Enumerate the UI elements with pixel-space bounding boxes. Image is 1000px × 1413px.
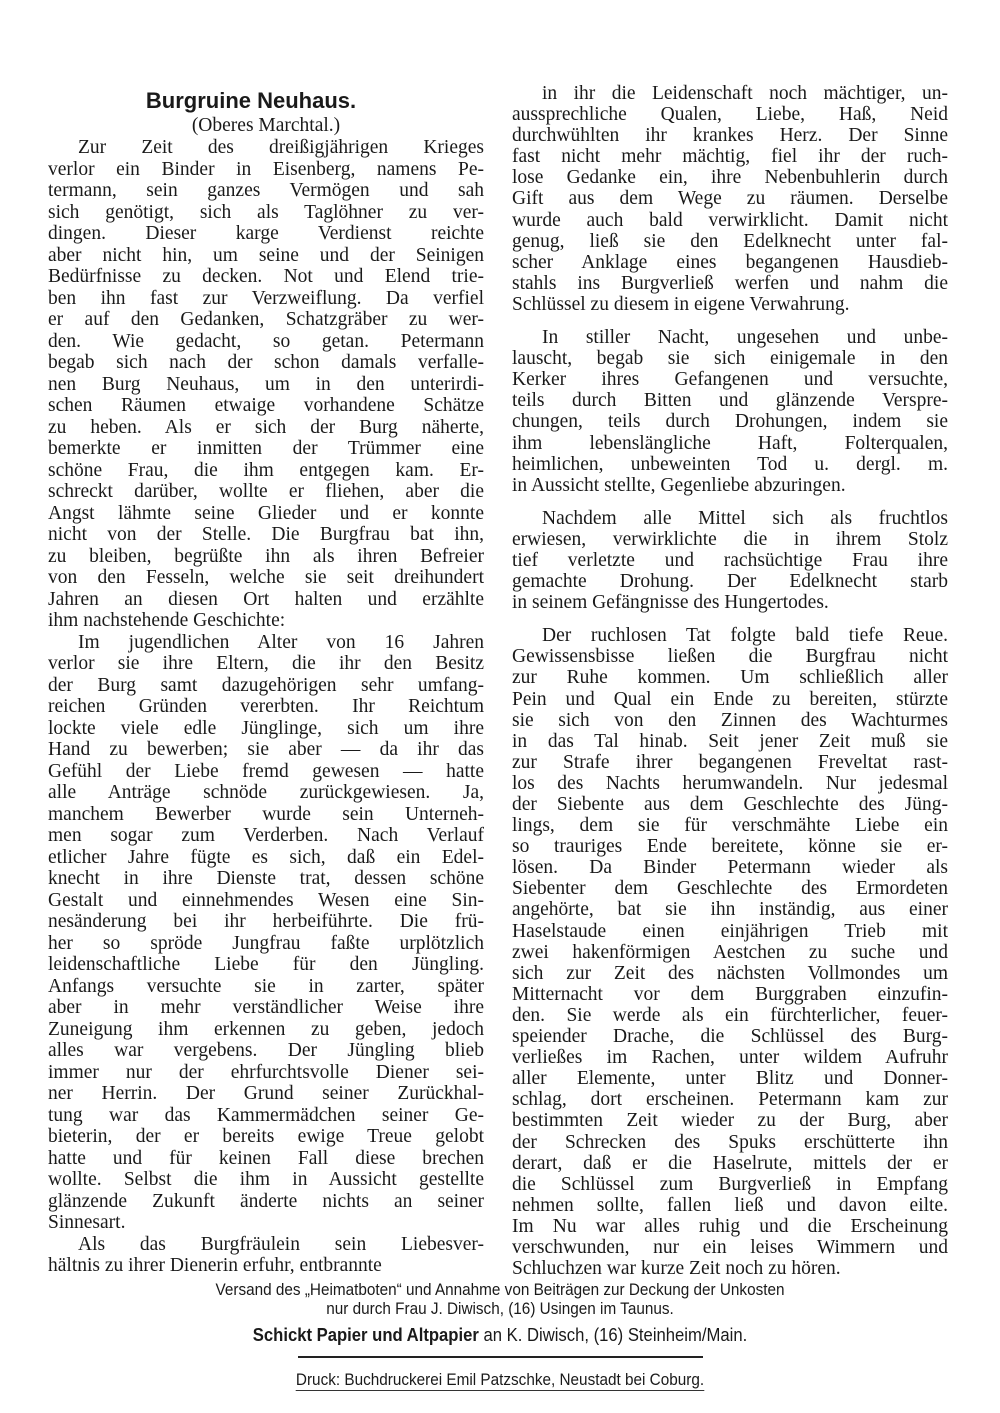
text-line: speiender Drache, die Schlüssel des Burg-: [512, 1026, 948, 1048]
text-line: angehörte, bat sie ihn inständig, aus einer: [512, 899, 948, 921]
text-line: In stiller Nacht, ungesehen und unbe-: [542, 327, 948, 349]
text-line: Der ruchlosen Tat folgte bald tiefe Reue.: [542, 625, 948, 647]
text-line: Gestalt und einnehmendes Wesen eine Sin-: [48, 889, 484, 911]
text-line: aussprechliche Qualen, Liebe, Haß, Neid: [512, 104, 948, 126]
paragraph: [512, 625, 948, 1279]
text-line: Angst lähmte seine Glieder und er konnte: [48, 502, 484, 524]
text-line: von den Fesseln, welche sie seit dreihundert: [48, 567, 484, 588]
text-line: los des Nachts herumwandeln. Nur jedesmal: [512, 772, 948, 794]
text-line: verschwunden, nur ein leises Wimmern und: [512, 1236, 948, 1258]
text-line: Im jugendlichen Alter von 16 Jahren: [78, 631, 484, 653]
text-line: aber in mehr verständlicher Weise ihre: [48, 997, 484, 1018]
text-line: der Burg samt dazugehörigen sehr umfang-: [48, 674, 484, 696]
text-line: bemerkte er inmitten der Trümmer eine: [48, 438, 484, 459]
text-line: verließes im Rachen, unter wildem Aufruhr: [512, 1047, 948, 1069]
text-line: lings, dem sie für verschmähte Liebe ein: [512, 815, 948, 837]
text-line: Pein und Qual ein Ende zu bereiten, stürzte: [512, 688, 948, 710]
text-line: Zur Zeit des dreißigjährigen Krieges: [78, 137, 484, 158]
text-line: so trauriges Ende bereitete, könne sie er-: [512, 836, 948, 858]
text-line: wurde auch bald verwirklicht. Damit nicht: [512, 209, 948, 231]
footer-shipping-line: Versand des „Heimatboten“ und Annahme von Beiträgen zur Deckung der Unkosten: [215, 1280, 785, 1299]
right-column-body: [512, 83, 948, 1279]
text-line: termann, sein ganzes Vermögen und sah: [48, 180, 484, 201]
text-line: ben ihn fast zur Verzweiflung. Da verfiel: [48, 287, 484, 309]
text-line: tung war das Kammermädchen seiner Ge-: [48, 1104, 484, 1126]
text-line: wollte. Selbst die ihm in Aussicht gestellte: [48, 1169, 484, 1190]
text-line: lose Gedanke ein, ihre Nebenbuhlerin durch: [512, 167, 948, 189]
text-line: bestimmten Zeit wieder zu der Burg, aber: [512, 1110, 948, 1132]
text-line: er auf den Gedanken, Schatzgräber zu wer-: [48, 309, 484, 330]
text-line: Nachdem alle Mittel sich als fruchtlos: [542, 507, 948, 529]
text-line: erwiesen, verwirklichte die in ihrem Stolz: [512, 528, 948, 550]
text-line: Schlüssel zu diesem in eigene Verwahrung.: [512, 293, 850, 315]
printer-credit-text: Druck: Buchdruckerei Emil Patzschke, Neustadt bei Coburg.: [295, 1370, 705, 1389]
text-line: lockte viele edle Jünglinge, sich um ihre: [48, 717, 484, 739]
text-line: lauscht, begab sie sich einigemale in den: [512, 348, 948, 370]
text-line: Hand zu bewerben; sie aber — da ihr das: [48, 739, 484, 760]
text-line: Bedürfnisse zu decken. Not und Elend trie-: [48, 266, 484, 287]
text-line: in Aussicht stellte, Gegenliebe abzuringen.: [512, 474, 846, 496]
text-line: sich genötigt, sich als Taglöhner zu ver-: [48, 201, 484, 223]
text-line: ner Herrin. Der Grund seiner Zurückhal-: [48, 1083, 484, 1104]
text-line: die Schlüssel zum Burgverließ in Empfang: [512, 1173, 948, 1195]
text-line: Gewissensbisse ließen die Burgfrau nicht: [512, 646, 948, 668]
text-line: der Siebente aus dem Geschlechte des Jüng-: [512, 794, 948, 815]
text-line: schen Räumen etwaige vorhandene Schätze: [48, 395, 484, 416]
text-line: verlor sie ihre Eltern, die ihr den Besitz: [48, 653, 484, 674]
text-line: her so spröde Jungfrau faßte urplötzlich: [48, 932, 484, 954]
text-line: Gefühl der Liebe fremd gewesen — hatte: [48, 760, 484, 782]
text-line: immer nur der ehrfurchtsvolle Diener sei-: [48, 1061, 484, 1083]
text-line: sich zur Zeit des nächsten Vollmondes um: [512, 962, 948, 984]
text-line: ihm lebenslängliche Haft, Folterqualen,: [512, 432, 948, 454]
text-line: nen Burg Neuhaus, um in den unterirdi-: [48, 373, 484, 395]
footer-divider: [298, 1356, 703, 1358]
text-line: verlor ein Binder in Eisenberg, namens Pe-: [48, 158, 484, 180]
text-line: durchwühlten ihr krankes Herz. Der Sinne: [512, 125, 948, 147]
text-line: tief verletzte und rachsüchtige Frau ihre: [512, 549, 948, 571]
footer-notice: [0, 1280, 1000, 1390]
text-line: gemachte Drohung. Der Edelknecht starb: [512, 571, 948, 593]
footer-paper-appeal: [50, 1324, 950, 1346]
text-line: nicht von der Stelle. Die Burgfrau bat ihn,: [48, 524, 484, 545]
text-line: Kerker ihres Gefangenen und versuchte,: [512, 369, 948, 391]
text-line: knecht in ihre Dienste trat, dessen schöne: [48, 868, 484, 889]
text-line: derart, daß er die Haselrute, mittels der er: [512, 1152, 948, 1174]
text-line: Siebenter dem Geschlechte des Ermordeten: [512, 878, 948, 900]
text-line: bieterin, der er bereits ewige Treue gelobt: [48, 1126, 484, 1147]
text-line: scher Anklage eines begangenen Hausdieb-: [512, 251, 948, 273]
text-line: genug, ließ sie den Edelknecht unter fal-: [512, 230, 948, 252]
text-line: Sinnesart.: [48, 1212, 126, 1233]
text-line: zur Strafe ihrer begangenen Freveltat rast-: [512, 751, 948, 773]
text-line: Schluchzen war kurze Zeit noch zu hören.: [512, 1258, 841, 1280]
paragraph: [512, 83, 948, 315]
paragraph: [512, 327, 948, 496]
article-subtitle: (Oberes Marchtal.): [191, 115, 341, 136]
text-line: alle Anträge schnöde zurückgewiesen. Ja,: [48, 782, 484, 803]
text-line: Haselstaude einen einjährigen Trieb mit: [512, 920, 948, 942]
left-column-body: [48, 137, 484, 1277]
paper-appeal-address: an K. Diwisch, (16) Steinheim/Main.: [478, 1324, 748, 1345]
text-line: der Schrecken des Spuks erschütterte ihn: [512, 1131, 948, 1153]
text-line: Zuneigung ihm erkennen zu geben, jedoch: [48, 1018, 484, 1040]
text-line: nehmen sollte, fallen ließ und davon eilte.: [512, 1194, 948, 1216]
text-line: fast nicht mehr mächtig, fiel ihr der ruch-: [512, 146, 948, 168]
text-line: in ihr die Leidenschaft noch mächtiger, un-: [542, 83, 948, 104]
text-line: men sogar zum Verderben. Nach Verlauf: [48, 825, 484, 846]
text-line: etlicher Jahre fügte es sich, daß ein Edel-: [48, 846, 484, 868]
text-line: glänzende Zukunft änderte nichts an seiner: [48, 1190, 484, 1212]
text-line: in das Tal hinab. Seit jener Zeit muß sie: [512, 730, 948, 752]
text-line: den. Wie gedacht, so getan. Petermann: [48, 330, 484, 352]
paragraph: [48, 137, 484, 632]
text-line: hatte und für keinen Fall diese brechen: [48, 1147, 484, 1169]
text-line: stahls ins Burgverließ werfen und nahm die: [512, 272, 948, 294]
paper-appeal-bold: Schickt Papier und Altpapier: [252, 1324, 479, 1345]
text-line: Im Nu war alles ruhig und die Erscheinung: [512, 1215, 948, 1237]
text-line: hältnis zu ihrer Dienerin erfuhr, entbrannte: [48, 1255, 382, 1276]
article-title: Burgruine Neuhaus.: [145, 88, 357, 113]
footer-contact-line: nur durch Frau J. Diwisch, (16) Usingen im Taunus.: [326, 1299, 674, 1318]
text-line: nesänderung bei ihr herbeiführte. Die frü-: [48, 911, 484, 932]
text-line: alles war vergebens. Der Jüngling blieb: [48, 1040, 484, 1061]
text-line: zwei hakenförmigen Aestchen zu suche und: [512, 941, 948, 963]
text-line: Mitternacht vor dem Burggraben einzufin-: [512, 983, 948, 1005]
text-line: Jahren an diesen Ort halten und erzählte: [48, 588, 484, 610]
text-line: teils durch Bitten und glänzende Verspre-: [512, 390, 948, 412]
text-line: den. Sie werde als ein fürchterlicher, feuer-: [512, 1004, 948, 1026]
text-line: zur Ruhe kommen. Um schließlich aller: [512, 667, 948, 689]
printer-credit: [50, 1370, 950, 1390]
text-line: Anfangs versuchte sie in zarter, später: [48, 975, 484, 997]
text-line: aber nicht hin, um seine und der Seinigen: [48, 244, 484, 266]
text-line: leidenschaftliche Liebe für den Jüngling.: [48, 954, 484, 975]
text-line: aller Elemente, unter Blitz und Donner-: [512, 1068, 948, 1090]
text-line: begab sich nach der schon damals verfalle-: [48, 352, 484, 373]
text-line: dingen. Dieser karge Verdienst reichte: [48, 223, 484, 244]
right-column: [512, 83, 948, 1279]
text-line: Gift aus dem Wege zu räumen. Derselbe: [512, 188, 948, 210]
text-line: ihm nachstehende Geschichte:: [48, 610, 286, 631]
paragraph: [48, 1234, 484, 1277]
left-column: [48, 88, 484, 1277]
text-line: heimlichen, unbeweinten Tod u. dergl. m.: [512, 453, 948, 475]
text-line: schöne Frau, die ihm entgegen kam. Er-: [48, 459, 484, 481]
text-line: reichen Gründen vererbten. Ihr Reichtum: [48, 696, 484, 717]
text-line: zu heben. Als er sich der Burg näherte,: [48, 416, 484, 438]
text-line: Als das Burgfräulein sein Liebesver-: [78, 1233, 484, 1255]
text-line: zu bleiben, begrüßte ihn als ihren Befreier: [48, 545, 484, 567]
paragraph: [48, 632, 484, 1234]
text-line: lösen. Da Binder Petermann wieder als: [512, 857, 948, 879]
text-line: manchem Bewerber wurde sein Unterneh-: [48, 803, 484, 825]
text-line: schlag, dort erscheinen. Petermann kam zur: [512, 1089, 948, 1111]
text-line: schreckt darüber, wollte er fliehen, aber die: [48, 481, 484, 502]
text-line: sie sich von den Zinnen des Wachturmes: [512, 709, 948, 731]
text-line: chungen, teils durch Drohungen, indem sie: [512, 411, 948, 433]
paragraph: [512, 508, 948, 613]
text-line: in seinem Gefängnisse des Hungertodes.: [512, 592, 829, 614]
